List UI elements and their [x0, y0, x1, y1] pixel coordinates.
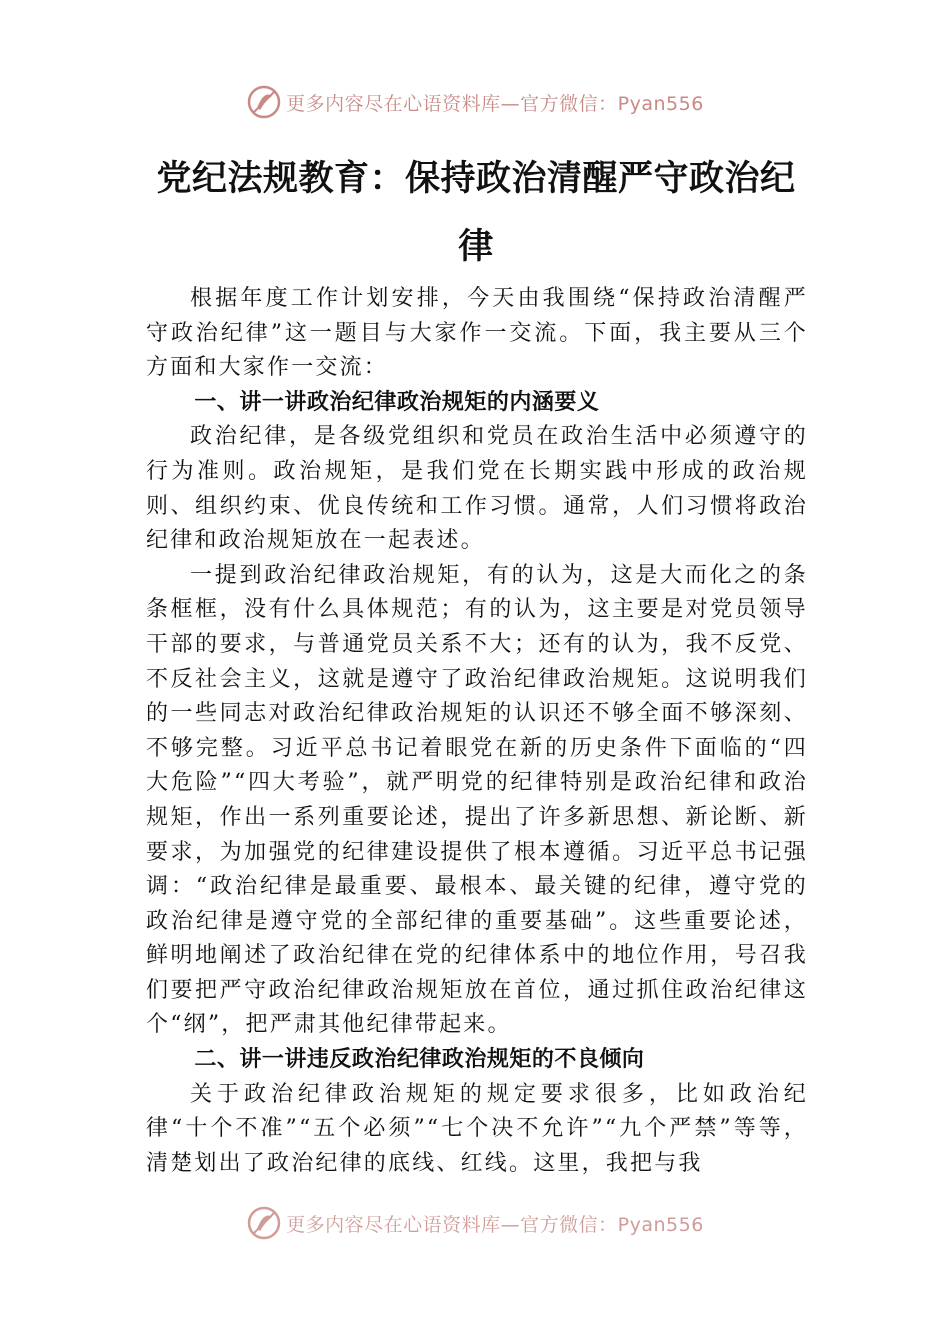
paragraph: 政治纪律，是各级党组织和党员在政治生活中必须遵守的行为准则。政治规矩，是我们党在长期实践中形成的政治规则、组织约束、优良传统和工作习惯。通常，人们习惯将政治纪律和政治规矩放在一起表述。 [146, 424, 808, 554]
document-title-line1: 党纪法规教育：保持政治清醒严守政治纪 [156, 158, 796, 199]
watermark-text: 更多内容尽在心语资料库—官方微信：Pyan556 [286, 92, 704, 115]
watermark-header [0, 82, 950, 122]
document-title-line2: 律 [458, 226, 494, 267]
section-heading: 一、讲一讲政治纪律政治规矩的内涵要义 [194, 389, 600, 415]
document-body [146, 282, 808, 1181]
paragraph: 根据年度工作计划安排，今天由我围绕“保持政治清醒严守政治纪律”这一题目与大家作一交流。下面，我主要从三个方面和大家作一交流： [146, 286, 808, 381]
watermark-footer [0, 1203, 950, 1243]
watermark-text: 更多内容尽在心语资料库—官方微信：Pyan556 [286, 1213, 704, 1236]
paragraph: 一提到政治纪律政治规矩，有的认为，这是大而化之的条条框框，没有什么具体规范；有的认为，这主要是对党员领导干部的要求，与普通党员关系不大；还有的认为，我不反党、不反社会主义，这就是遵守了政治纪律政治规矩。这说明我们的一些同志对政治纪律政治规矩的认识还不够全面不够深刻、不够完整。习近平总书记着眼党在新的历史条件下面临的“四大危险”“四大考验”，就严明党的纪律特别是政治纪律和政治规矩，作出一系列重要论述，提出了许多新思想、新论断、新要求，为加强党的纪律建设提供了根本遵循。习近平总书记强调：“政治纪律是最重要、最根本、最关键的纪律，遵守党的政治纪律是遵守党的全部纪律的重要基础”。这些重要论述，鲜明地阐述了政治纪律在党的纪律体系中的地位作用，号召我们要把严守政治纪律政治规矩放在首位，通过抓住政治纪律这个“纲”，把严肃其他纪律带起来。 [146, 562, 808, 1038]
seal-logo-icon [246, 1205, 282, 1241]
seal-logo-icon [246, 84, 282, 120]
section-heading: 二、讲一讲违反政治纪律政治规矩的不良倾向 [194, 1047, 645, 1073]
paragraph: 关于政治纪律政治规矩的规定要求很多，比如政治纪律“十个不准”“五个必须”“七个决不允许”“九个严禁”等等，清楚划出了政治纪律的底线、红线。这里，我把与我 [146, 1081, 808, 1176]
